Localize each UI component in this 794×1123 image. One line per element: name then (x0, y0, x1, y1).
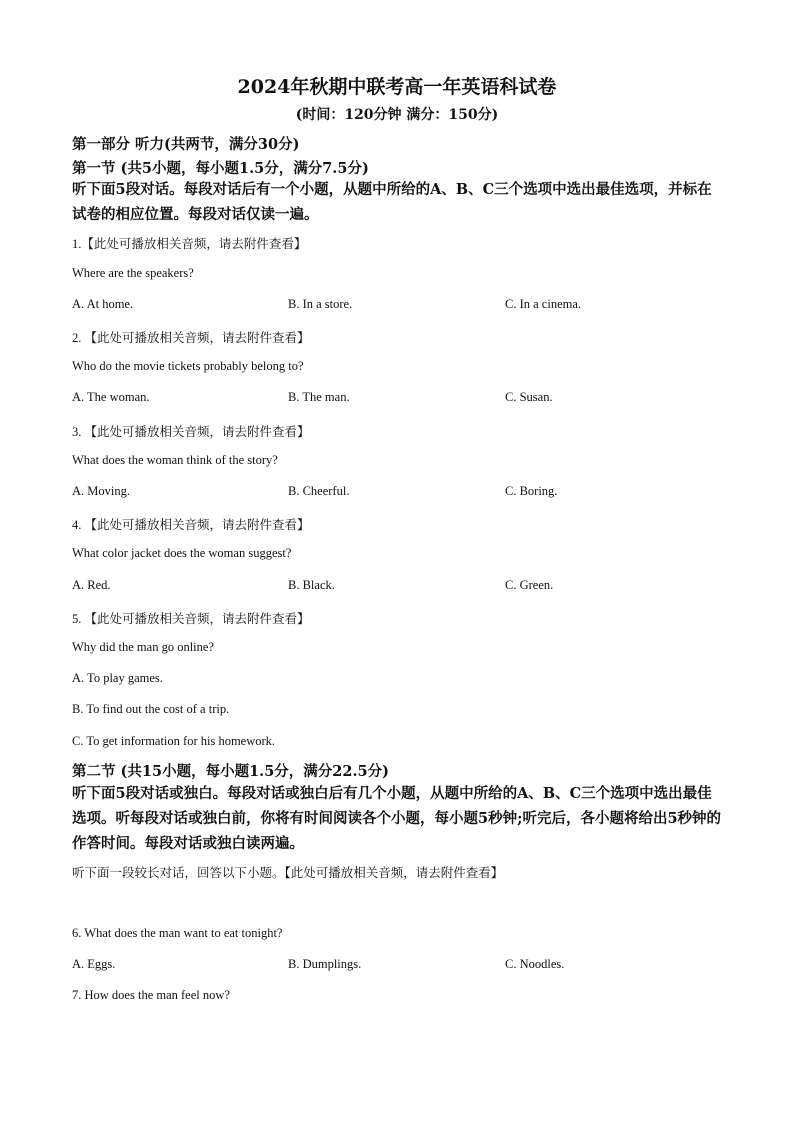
question-5-option-b: B. To find out the cost of a trip. (72, 702, 230, 716)
section2-heading: 第二节 (共15小题，每小题1.5分，满分22.5分) (72, 763, 389, 780)
section2-audio-lead[interactable]: 听下面一段较长对话，回答以下小题。【此处可播放相关音频，请去附件查看】 (72, 866, 504, 880)
question-2: Who do the movie tickets probably belong to? (72, 359, 304, 373)
question-6: 6. What does the man want to eat tonight? (72, 926, 283, 940)
question-3: What does the woman think of the story? (72, 453, 278, 467)
question-3-option-b: B. Cheerful. (288, 484, 350, 498)
section1-instructions: 听下面5段对话。每段对话后有一个小题，从题中所给的A、B、C三个选项中选出最佳选项，并标在试卷的相应位置。每段对话仅读一遍。 (72, 181, 712, 223)
part1-heading: 第一部分 听力(共两节，满分30分) (72, 136, 300, 153)
audio-placeholder-3[interactable]: 3. 【此处可播放相关音频，请去附件查看】 (72, 425, 310, 439)
question-4-option-c: C. Green. (505, 578, 554, 592)
question-7: 7. How does the man feel now? (72, 988, 230, 1002)
question-2-option-a: A. The woman. (72, 390, 150, 404)
audio-placeholder-1[interactable]: 1.【此处可播放相关音频，请去附件查看】 (72, 237, 307, 251)
question-6-option-b: B. Dumplings. (288, 957, 362, 971)
page-title: 2024年秋期中联考高一年英语科试卷 (237, 76, 557, 98)
audio-placeholder-2[interactable]: 2. 【此处可播放相关音频，请去附件查看】 (72, 331, 310, 345)
question-1-option-a: A. At home. (72, 297, 134, 311)
question-4-option-a: A. Red. (72, 578, 111, 592)
question-2-option-b: B. The man. (288, 390, 350, 404)
question-1: Where are the speakers? (72, 266, 194, 280)
exam-info: (时间：120分钟 满分：150分) (295, 107, 499, 123)
question-5-option-a: A. To play games. (72, 671, 163, 685)
question-4-option-b: B. Black. (288, 578, 335, 592)
question-6-option-a: A. Eggs. (72, 957, 116, 971)
question-3-option-c: C. Boring. (505, 484, 558, 498)
question-5-option-c: C. To get information for his homework. (72, 734, 276, 748)
question-4: What color jacket does the woman suggest? (72, 546, 292, 560)
question-2-option-c: C. Susan. (505, 390, 553, 404)
question-3-option-a: A. Moving. (72, 484, 130, 498)
audio-placeholder-4[interactable]: 4. 【此处可播放相关音频，请去附件查看】 (72, 518, 310, 532)
section1-heading: 第一节 (共5小题，每小题1.5分，满分7.5分) (72, 160, 369, 177)
question-1-option-c: C. In a cinema. (505, 297, 582, 311)
audio-placeholder-5[interactable]: 5. 【此处可播放相关音频，请去附件查看】 (72, 612, 310, 626)
question-1-option-b: B. In a store. (288, 297, 353, 311)
section2-instructions: 听下面5段对话或独白。每段对话或独白后有几个小题，从题中所给的A、B、C三个选项中选出最佳选项。听每段对话或独白前，你将有时间阅读各个小题，每小题5秒钟;听完后，各小题将给出5秒钟的作答时间。每段对话或独白读两遍。 (72, 785, 722, 852)
question-6-option-c: C. Noodles. (505, 957, 565, 971)
question-5: Why did the man go online? (72, 640, 214, 654)
